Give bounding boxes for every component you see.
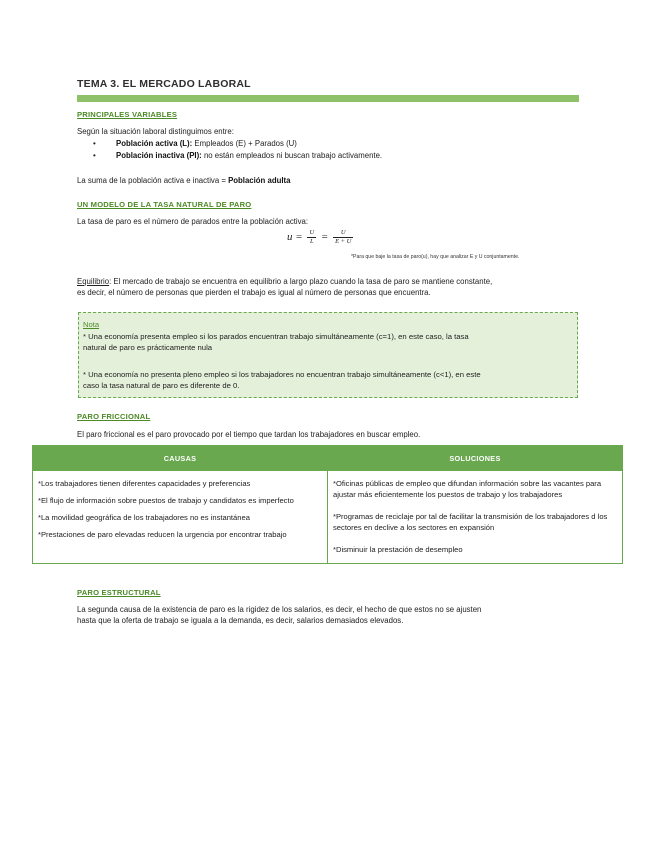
fraction-numerator: U (309, 229, 315, 236)
soluciones-cell (328, 471, 623, 564)
bullet-term: Población inactiva (PI): (116, 151, 202, 160)
fraction-numerator: U (333, 229, 353, 238)
causa-item: *Los trabajadores tienen diferentes capacidades y preferencias (38, 479, 251, 488)
solucion-item: *Disminuir la prestación de desempleo (333, 545, 463, 554)
estructural-line-1: La segunda causa de la existencia de paro es la rigidez de los salarios, es decir, el hecho de que estos no se ajusten (77, 605, 482, 614)
equilibrio-line-1: : El mercado de trabajo se encuentra en equilibrio a largo plazo cuando la tasa de paro se mantiene constante, (109, 277, 493, 286)
friccional-table (32, 445, 623, 564)
table-header-row (33, 446, 623, 471)
bullet-term: Población activa (L): (116, 139, 193, 148)
modelo-intro: La tasa de paro es el número de parados entre la población activa: (77, 217, 309, 226)
note-line: caso la tasa natural de paro es diferente de 0. (83, 381, 240, 390)
formula-fraction-1 (307, 229, 316, 246)
bullet-text: no están empleados ni buscan trabajo activamente. (201, 151, 383, 160)
title-underline-bar (77, 95, 579, 102)
adult-bold: Población adulta (228, 176, 291, 185)
fraction-denominator: L (309, 238, 314, 245)
principales-intro: Según la situación laboral distinguimos entre: (77, 127, 234, 136)
section-heading-modelo: UN MODELO DE LA TASA NATURAL DE PARO (77, 200, 252, 209)
equilibrio-paragraph (77, 276, 492, 298)
bullet-dot: • (93, 139, 96, 148)
note-paragraph-2 (83, 369, 481, 391)
fraction-denominator: E + U (335, 238, 352, 245)
causa-item: *El flujo de información sobre puestos de trabajo y candidatos es imperfecto (38, 496, 294, 505)
formula-lhs: u = (287, 231, 303, 244)
note-line: natural de paro es prácticamente nula (83, 343, 213, 352)
causa-item: *La movilidad geográfica de los trabajadores no es instantánea (38, 513, 250, 522)
equilibrio-label: Equilibrio (77, 277, 110, 286)
note-line: * Una economía no presenta pleno empleo si los trabajadores no encuentran trabajo simultáneamente (c<1), en este (83, 370, 481, 379)
section-heading-estructural: PARO ESTRUCTURAL (77, 588, 161, 597)
formula-fraction-2 (333, 229, 353, 246)
estructural-paragraph (77, 604, 481, 626)
equilibrio-line-2: es decir, el número de personas que pierden el trabajo es igual al número de personas que encuentra. (77, 288, 431, 297)
section-heading-principales: PRINCIPALES VARIABLES (77, 110, 178, 119)
unemployment-formula (287, 229, 355, 246)
friccional-intro: El paro friccional es el paro provocado por el tiempo que tardan los trabajadores en buscar empleo. (77, 430, 421, 439)
solucion-item: *Programas de reciclaje por tal de facilitar la transmisión de los trabajadores d los sectores en declive a los sectores en expansión (333, 512, 608, 532)
bullet-poblacion-inactiva (93, 150, 383, 161)
bullet-dot: • (93, 151, 96, 160)
bullet-text: Empleados (E) + Parados (U) (192, 139, 297, 148)
causas-cell (33, 471, 328, 564)
formula-eq: = (320, 231, 329, 244)
adult-prefix: La suma de la población activa e inactiva = (77, 176, 229, 185)
note-box (78, 312, 578, 398)
note-title: Nota (83, 320, 100, 329)
causa-item: *Prestaciones de paro elevadas reducen la urgencia por encontrar trabajo (38, 530, 287, 539)
formula-footnote: *Para que baje la tasa de paro(u), hay que analizar E y U conjuntamente. (351, 254, 520, 260)
note-paragraph-1 (83, 331, 469, 353)
table-header-soluciones: SOLUCIONES (328, 446, 623, 471)
table-row (33, 471, 623, 564)
section-heading-friccional: PARO FRICCIONAL (77, 412, 151, 421)
poblacion-adulta-line (77, 175, 290, 186)
page-title: TEMA 3. EL MERCADO LABORAL (77, 78, 251, 90)
table-header-causas: CAUSAS (33, 446, 328, 471)
bullet-poblacion-activa (93, 138, 297, 149)
note-line: * Una economía presenta empleo si los parados encuentran trabajo simultáneamente (c=1), en este caso, la tasa (83, 332, 469, 341)
solucion-item: *Oficinas públicas de empleo que difundan información sobre las vacantes para ajustar más eficientemente los puestos de trabajo y los trabajadores (333, 479, 602, 499)
estructural-line-2: hasta que la oferta de trabajo se iguala a la demanda, es decir, salarios demasiados elevados. (77, 616, 404, 625)
